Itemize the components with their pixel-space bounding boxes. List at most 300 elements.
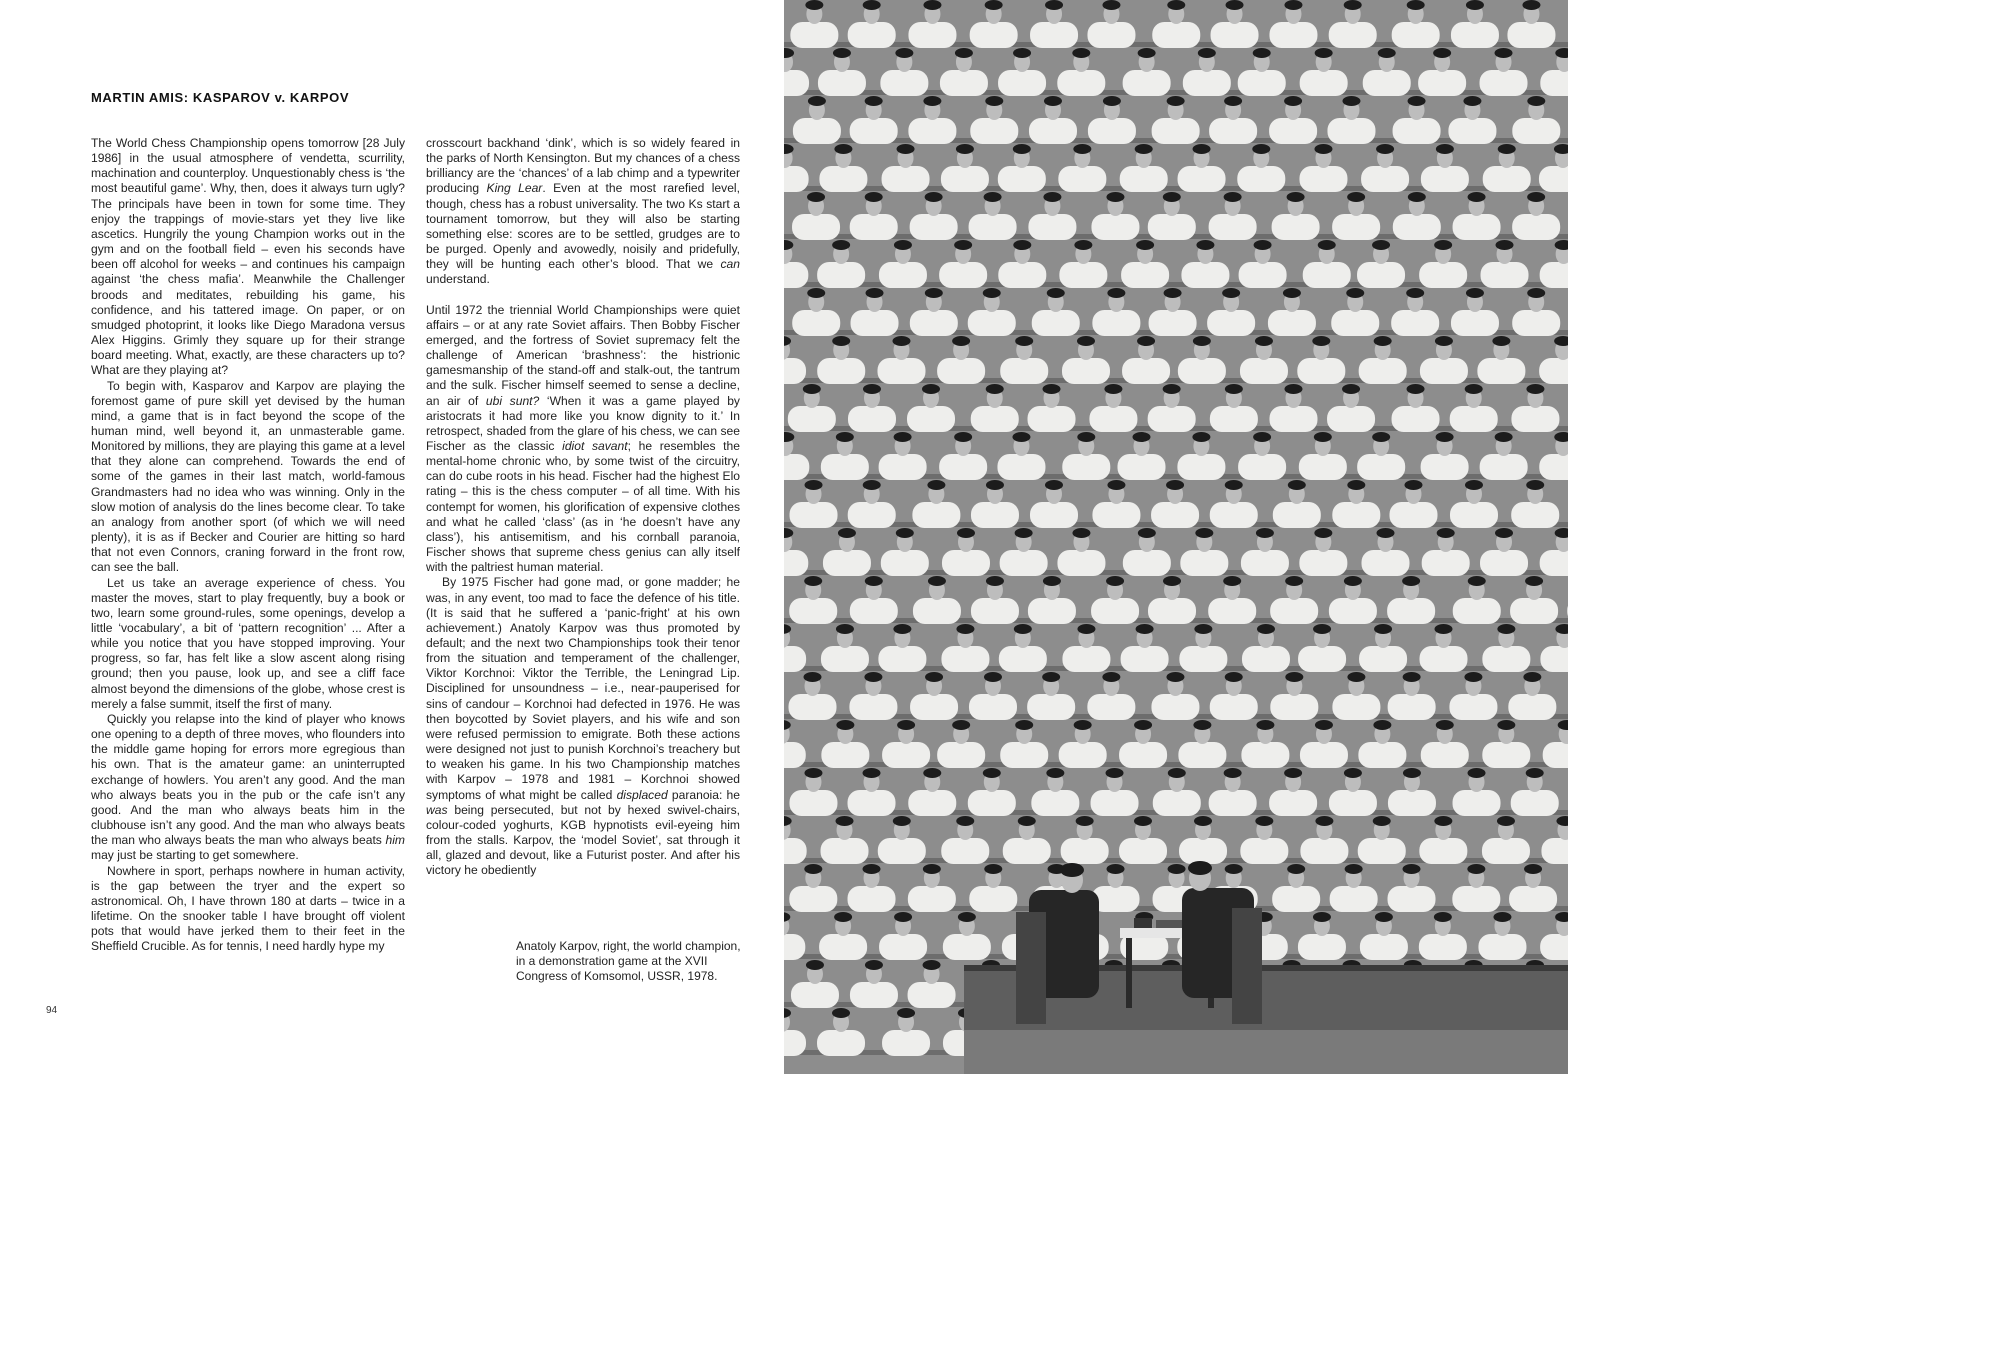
spectator-shirt: [1389, 502, 1437, 528]
spectator-shirt: [1420, 358, 1468, 384]
spectator-shirt: [1091, 790, 1139, 816]
spectator-hair: [836, 720, 854, 730]
spectator-hair: [863, 480, 881, 490]
spectator-hair: [1434, 240, 1452, 250]
spectator-hair: [1137, 336, 1155, 346]
spectator-shirt: [784, 454, 809, 480]
spectator-hair: [1436, 720, 1454, 730]
spectator-shirt: [1300, 742, 1348, 768]
spectator-hair: [1466, 0, 1484, 10]
spectator-hair: [1463, 96, 1481, 106]
spectator-hair: [863, 0, 881, 10]
spectator-shirt: [1539, 454, 1568, 480]
spectator-shirt: [1151, 502, 1199, 528]
spectator-shirt: [1088, 118, 1136, 144]
spectator-shirt: [882, 166, 930, 192]
spectator-hair: [897, 144, 915, 154]
spectator-hair: [984, 864, 1002, 874]
spectator-shirt: [817, 1030, 865, 1056]
spectator-shirt: [1092, 310, 1140, 336]
spectator-shirt: [1327, 118, 1375, 144]
spectator-hair: [928, 576, 946, 586]
spectator-hair: [1074, 240, 1092, 250]
spectator-shirt: [1028, 598, 1076, 624]
spectator-hair: [863, 864, 881, 874]
spectator-hair: [1225, 384, 1243, 394]
spectator-hair: [927, 480, 945, 490]
spectator-shirt: [882, 1030, 930, 1056]
spectator-hair: [1222, 288, 1240, 298]
spectator-shirt: [1210, 694, 1258, 720]
spectator-shirt: [793, 118, 841, 144]
spectator-shirt: [1178, 358, 1226, 384]
spectator-shirt: [1123, 550, 1171, 576]
spectator-shirt: [1091, 214, 1139, 240]
spectator-hair: [1378, 48, 1396, 58]
spectator-shirt: [939, 454, 987, 480]
spectator-hair: [866, 288, 884, 298]
spectator-hair: [1076, 816, 1094, 826]
spectator-shirt: [1057, 70, 1105, 96]
spectator-shirt: [1059, 262, 1107, 288]
spectator-hair: [1464, 672, 1482, 682]
spectator-shirt: [1448, 118, 1496, 144]
spectator-hair: [1314, 432, 1332, 442]
table-leg: [1126, 938, 1132, 1008]
spectator-shirt: [941, 646, 989, 672]
spectator-hair: [1132, 432, 1150, 442]
spectator-shirt: [1241, 550, 1289, 576]
spectator-hair: [865, 576, 883, 586]
spectator-shirt: [1091, 598, 1139, 624]
spectator-shirt: [878, 838, 926, 864]
spectator-shirt: [969, 214, 1017, 240]
spectator-shirt: [1269, 406, 1317, 432]
spectator-shirt: [1298, 934, 1346, 960]
spectator-hair: [952, 336, 970, 346]
spectator-hair: [1408, 96, 1426, 106]
spectator-hair: [1526, 480, 1544, 490]
spectator-shirt: [1179, 838, 1227, 864]
spectator-hair: [984, 672, 1002, 682]
spectator-shirt: [1392, 406, 1440, 432]
spectator-shirt: [791, 982, 839, 1008]
spectator-shirt: [1272, 214, 1320, 240]
spectator-hair: [865, 192, 883, 202]
spectator-hair: [1465, 384, 1483, 394]
spectator-hair: [1403, 672, 1421, 682]
spectator-shirt: [1512, 118, 1560, 144]
spectator-shirt: [1539, 358, 1568, 384]
spectator-shirt: [1482, 742, 1530, 768]
spectator-shirt: [784, 742, 806, 768]
spectator-hair: [1256, 528, 1274, 538]
spectator-shirt: [1178, 742, 1226, 768]
spectator-hair: [1312, 336, 1330, 346]
spectator-hair: [1163, 576, 1181, 586]
spectator-hair: [1225, 672, 1243, 682]
spectator-shirt: [819, 166, 867, 192]
spectator-hair: [1014, 624, 1032, 634]
spectator-shirt: [792, 214, 840, 240]
spectator-hair: [955, 48, 973, 58]
spectator-hair: [1313, 912, 1331, 922]
spectator-hair: [1018, 816, 1036, 826]
spectator-hair: [952, 720, 970, 730]
caption-line: Congress of Komsomol, USSR, 1978.: [516, 969, 718, 983]
spectator-hair: [1198, 48, 1216, 58]
spectator-hair: [1314, 528, 1332, 538]
spectator-shirt: [1028, 214, 1076, 240]
spectator-hair: [985, 96, 1003, 106]
spectator-shirt: [821, 646, 869, 672]
spectator-shirt: [1421, 166, 1469, 192]
spectator-shirt: [1387, 598, 1435, 624]
spectator-hair: [1136, 240, 1154, 250]
spectator-shirt: [908, 118, 956, 144]
spectator-shirt: [877, 358, 925, 384]
spectator-hair: [1223, 576, 1241, 586]
spectator-shirt: [1087, 694, 1135, 720]
spectator-shirt: [1539, 166, 1568, 192]
spectator-shirt: [1421, 742, 1469, 768]
spectator-shirt: [1507, 22, 1555, 48]
spectator-shirt: [1058, 166, 1106, 192]
spectator-hair: [1136, 624, 1154, 634]
spectator-hair: [1193, 144, 1211, 154]
spectator-hair: [1284, 768, 1302, 778]
spectator-hair: [1467, 864, 1485, 874]
spectator-hair: [957, 528, 975, 538]
spectator-shirt: [1478, 934, 1526, 960]
spectator-hair: [1196, 240, 1214, 250]
spectator-hair: [1253, 432, 1271, 442]
spectator-hair: [1526, 768, 1544, 778]
spectator-shirt: [1057, 550, 1105, 576]
spectator-hair: [1526, 384, 1544, 394]
spectator-hair: [1375, 912, 1393, 922]
spectator-hair: [836, 624, 854, 634]
spectator-shirt: [1357, 454, 1405, 480]
spectator-shirt: [1391, 310, 1439, 336]
spectator-shirt: [850, 982, 898, 1008]
spectator-hair: [1345, 864, 1363, 874]
spectator-hair: [1434, 912, 1452, 922]
spectator-hair: [986, 480, 1004, 490]
spectator-hair: [1103, 96, 1121, 106]
spectator-hair: [805, 0, 823, 10]
spectator-hair: [983, 768, 1001, 778]
spectator-shirt: [1511, 502, 1559, 528]
spectator-shirt: [1117, 454, 1165, 480]
spectator-shirt: [849, 694, 897, 720]
spectator-hair: [1495, 432, 1513, 442]
spectator-hair: [1313, 624, 1331, 634]
spectator-hair: [1166, 672, 1184, 682]
spectator-hair: [985, 0, 1003, 10]
spectator-shirt: [1210, 502, 1258, 528]
spectator-shirt: [1388, 790, 1436, 816]
spectator-shirt: [1000, 358, 1048, 384]
spectator-hair: [1256, 720, 1274, 730]
spectator-shirt: [1511, 406, 1559, 432]
spectator-shirt: [1269, 790, 1317, 816]
spectator-shirt: [1240, 838, 1288, 864]
spectator-shirt: [907, 406, 955, 432]
spectator-hair: [897, 1008, 915, 1018]
spectator-shirt: [792, 310, 840, 336]
spectator-hair: [1373, 720, 1391, 730]
spectator-hair: [1284, 384, 1302, 394]
spectator-hair: [1433, 48, 1451, 58]
spectator-shirt: [784, 838, 807, 864]
spectator-hair: [1107, 480, 1125, 490]
spectator-hair: [1524, 864, 1542, 874]
spectator-shirt: [1238, 70, 1286, 96]
spectator-shirt: [1207, 310, 1255, 336]
spectator-hair: [925, 288, 943, 298]
spectator-shirt: [1149, 310, 1197, 336]
paragraph: Nowhere in sport, perhaps nowhere in human activity, is the gap between the tryer and the expert so astronomical. Oh, I have thrown 180 at darts – twice in a lifetime. On the snooker table I have brought off violent pots that would have jerked them to their feet in the Sheffield Crucible. As for tennis, I need hardly hype my: [91, 863, 405, 954]
spectator-hair: [1104, 384, 1122, 394]
spectator-shirt: [1087, 22, 1135, 48]
spectator-shirt: [1119, 838, 1167, 864]
spectator-shirt: [1450, 502, 1498, 528]
spectator-shirt: [1480, 70, 1528, 96]
spectator-shirt: [788, 406, 836, 432]
spectator-hair: [923, 0, 941, 10]
spectator-shirt: [1332, 694, 1380, 720]
spectator-hair: [1347, 480, 1365, 490]
spectator-shirt: [908, 790, 956, 816]
spectator-hair: [1257, 624, 1275, 634]
spectator-shirt: [1540, 262, 1568, 288]
article-title: MARTIN AMIS: KASPAROV v. KARPOV: [91, 90, 350, 105]
spectator-hair: [1253, 48, 1271, 58]
spectator-hair: [804, 576, 822, 586]
spectator-shirt: [848, 22, 896, 48]
spectator-shirt: [1029, 118, 1077, 144]
spectator-hair: [1525, 576, 1543, 586]
spectator-shirt: [942, 550, 990, 576]
spectator-shirt: [879, 454, 927, 480]
spectator-shirt: [1393, 118, 1441, 144]
spectator-shirt: [940, 70, 988, 96]
spectator-shirt: [784, 1030, 806, 1056]
spectator-shirt: [1208, 598, 1256, 624]
spectator-shirt: [1210, 406, 1258, 432]
spectator-shirt: [1062, 454, 1110, 480]
spectator-shirt: [1362, 550, 1410, 576]
spectator-shirt: [1270, 694, 1318, 720]
spectator-shirt: [1032, 310, 1080, 336]
spectator-hair: [1495, 528, 1513, 538]
spectator-hair: [1045, 0, 1063, 10]
spectator-hair: [803, 384, 821, 394]
spectator-hair: [1043, 384, 1061, 394]
spectator-hair: [836, 432, 854, 442]
spectator-shirt: [1209, 118, 1257, 144]
spectator-hair: [1074, 720, 1092, 730]
spectator-shirt: [1238, 454, 1286, 480]
spectator-shirt: [1508, 694, 1556, 720]
spectator-hair: [1498, 144, 1516, 154]
spectator-shirt: [1179, 646, 1227, 672]
spectator-hair: [1015, 720, 1033, 730]
spectator-hair: [1192, 432, 1210, 442]
spectator-hair: [865, 96, 883, 106]
spectator-shirt: [784, 550, 808, 576]
spectator-hair: [1072, 48, 1090, 58]
spectator-shirt: [997, 454, 1045, 480]
spectator-shirt: [879, 934, 927, 960]
spectator-hair: [865, 960, 883, 970]
spectator-hair: [1346, 288, 1364, 298]
spectator-shirt: [789, 694, 837, 720]
spectator-hair: [986, 576, 1004, 586]
spectator-hair: [1044, 96, 1062, 106]
spectator-hair: [1468, 768, 1486, 778]
spectator-shirt: [1510, 598, 1558, 624]
spectator-shirt: [1062, 646, 1110, 672]
spectator-hair: [1435, 624, 1453, 634]
spectator-shirt: [1509, 886, 1557, 912]
spectator-hair: [1344, 0, 1362, 10]
emphasis-can: can: [720, 257, 740, 272]
spectator-shirt: [971, 598, 1019, 624]
spectator-shirt: [818, 70, 866, 96]
spectator-shirt: [1483, 166, 1531, 192]
spectator-shirt: [1453, 790, 1501, 816]
spectator-hair: [1288, 480, 1306, 490]
spectator-hair: [1287, 864, 1305, 874]
spectator-shirt: [1357, 262, 1405, 288]
spectator-shirt: [971, 502, 1019, 528]
spectator-hair: [958, 912, 976, 922]
spectator-hair: [923, 864, 941, 874]
spectator-hair: [956, 624, 974, 634]
spectator-shirt: [1480, 454, 1528, 480]
spectator-shirt: [1512, 214, 1560, 240]
emphasis-ubi-sunt: ubi sunt?: [485, 393, 540, 408]
spectator-hair: [1465, 480, 1483, 490]
paragraph: Let us take an average experience of chess. You master the moves, start to play frequently, buy a book or two, learn some ground-rules, some openings, develop a little ‘vocabulary’, a bit of ‘pattern recognition’ ... After a while you notice that you have stopped improving. Your progress, so far, has felt like a slow ascent along rising ground; then you pause, look up, and see a cliff face almost beyond the dimensions of the globe, whose crest is merely a false summit, itself the first of many.: [91, 575, 405, 711]
spectator-shirt: [817, 358, 865, 384]
spectator-hair: [833, 48, 851, 58]
caption-line: in a demonstration game at the XVII: [516, 954, 708, 968]
spectator-shirt: [1028, 406, 1076, 432]
spectator-shirt: [1121, 262, 1169, 288]
spectator-hair: [1468, 576, 1486, 586]
spectator-hair: [1193, 336, 1211, 346]
spectator-hair: [1407, 384, 1425, 394]
spectator-hair: [1527, 288, 1545, 298]
emphasis-was: was: [426, 802, 448, 817]
spectator-shirt: [1152, 22, 1200, 48]
spectator-shirt: [821, 838, 869, 864]
spectator-shirt: [998, 166, 1046, 192]
spectator-hair: [1226, 0, 1244, 10]
spectator-shirt: [1000, 550, 1048, 576]
stage-floor: [964, 1030, 1568, 1074]
spectator-shirt: [882, 742, 930, 768]
spectator-hair: [1163, 192, 1181, 202]
spectator-shirt: [879, 262, 927, 288]
spectator-shirt: [1388, 694, 1436, 720]
spectator-shirt: [823, 550, 871, 576]
spectator-hair: [1497, 624, 1515, 634]
spectator-hair: [1403, 864, 1421, 874]
spectator-shirt: [937, 358, 985, 384]
spectator-shirt: [910, 310, 958, 336]
player-right-hair: [1188, 861, 1212, 875]
spectator-shirt: [968, 310, 1016, 336]
spectator-hair: [1522, 0, 1540, 10]
spectator-hair: [1287, 192, 1305, 202]
spectator-shirt: [1297, 358, 1345, 384]
player-right-chair: [1232, 908, 1262, 1024]
spectator-hair: [832, 336, 850, 346]
spectator-shirt: [1452, 886, 1500, 912]
spectator-shirt: [821, 454, 869, 480]
paragraph: Until 1972 the triennial World Championships were quiet affairs – or at any rate Soviet affairs. Then Bobby Fischer emerged, and the fortress of Soviet supremacy felt the challenge of American ‘brashness’: the histrionic gamesmanship of the stand-off and stalk-out, the tantrum and the sulk. Fischer himself seemed to sense a decline, an air of ubi sunt? ‘When it was a game played by aristocrats it had more like you know dignity to it.’ In retrospect, shaded from the glare of his chess, we can see Fischer as the classic idiot savant; he resembles the mental-home chronic who, by some twist of the circuitry, can do cube roots in his head. Fischer had the highest Elo rating – this is the chess computer – of all time. With his contempt for women, his glorification of expensive clothes and what he called ‘class’ (as in ‘he doesn’t have any class’), his antisemitism, and his cornball paranoia, Fischer shows that supreme chess genius can ally itself with the paltriest human material.: [426, 302, 740, 575]
spectator-shirt: [943, 934, 991, 960]
spectator-hair: [1106, 768, 1124, 778]
spectator-hair: [1372, 240, 1390, 250]
spectator-shirt: [908, 886, 956, 912]
spectator-shirt: [1449, 694, 1497, 720]
spectator-hair: [1497, 816, 1515, 826]
spectator-hair: [897, 720, 915, 730]
spectator-shirt: [1512, 310, 1560, 336]
spectator-shirt: [1273, 502, 1321, 528]
spectator-hair: [1134, 720, 1152, 730]
spectator-hair: [925, 672, 943, 682]
spectator-shirt: [1540, 550, 1568, 576]
spectator-shirt: [1237, 166, 1285, 192]
spectator-hair: [1255, 336, 1273, 346]
spectator-hair: [1523, 672, 1541, 682]
spectator-shirt: [1330, 886, 1378, 912]
spectator-hair: [804, 768, 822, 778]
spectator-shirt: [1299, 550, 1347, 576]
spectator-hair: [923, 960, 941, 970]
spectator-hair: [1373, 816, 1391, 826]
spectator-shirt: [1358, 838, 1406, 864]
spectator-hair: [1013, 240, 1031, 250]
paragraph: By 1975 Fischer had gone mad, or gone madder; he was, in any event, too mad to face the defence of his title. (It is said that he suffered a ‘panic-fright’ at his own achievement.) Anatoly Karpov was thus promoted by default; and the next two Championships took their tenor from the situation and temperament of the challenger, Viktor Korchnoi: Viktor the Terrible, the Leningrad Lip. Disciplined for unsoundness – i.e., near-pauperised for sins of candour – Korchnoi had defected in 1976. He was then boycotted by Soviet players, and his wife and son were refused permission to emigrate. Both these actions were designed not just to punish Korchnoi’s treachery but to weaken his game. In his two Championship matches with Karpov – 1978 and 1981 – Korchnoi showed symptoms of what might be called displaced paranoia: he was being persecuted, but not by hexed swivel-chairs, colour-coded yoghurts, KGB hypnotists evil-eyeing him from the stalls. Karpov, the ‘model Soviet’, sat through it all, glazed and devout, like a Futurist poster. And after his victory he obediently: [426, 575, 740, 878]
spectator-hair: [1164, 288, 1182, 298]
spectator-shirt: [1453, 598, 1501, 624]
spectator-hair: [1344, 576, 1362, 586]
spectator-hair: [1015, 528, 1033, 538]
spectator-shirt: [937, 742, 985, 768]
spectator-shirt: [1419, 262, 1467, 288]
spectator-shirt: [1211, 22, 1259, 48]
spectator-hair: [1135, 144, 1153, 154]
spectator-hair: [1377, 528, 1395, 538]
spectator-shirt: [784, 934, 805, 960]
spectator-shirt: [878, 646, 926, 672]
spectator-hair: [1437, 528, 1455, 538]
spectator-shirt: [1181, 262, 1229, 288]
spectator-shirt: [1540, 934, 1568, 960]
spectator-shirt: [1000, 742, 1048, 768]
spectator-shirt: [789, 886, 837, 912]
chess-clock: [1134, 918, 1152, 928]
spectator-hair: [1342, 96, 1360, 106]
spectator-hair: [1102, 672, 1120, 682]
